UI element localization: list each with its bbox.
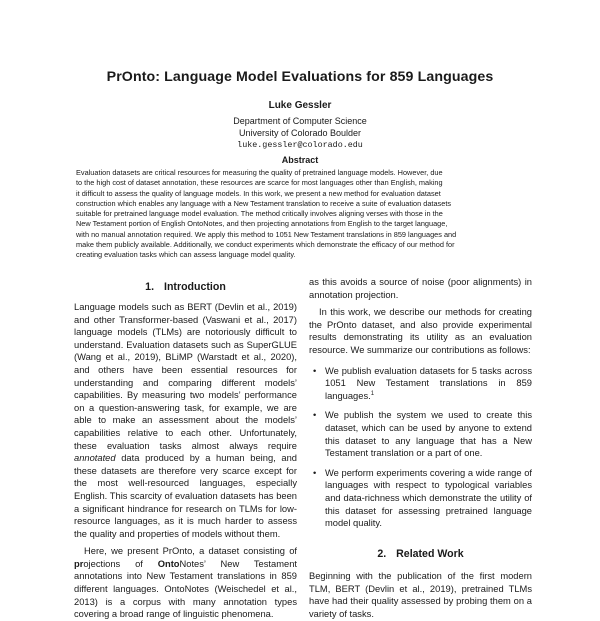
related-work-paragraph: Beginning with the publication of the first modern TLM, BERT (Devlin et al., 2019), pretrained TLMs have had their quality assessed by probing them on a variety of tasks. bbox=[309, 571, 532, 619]
list-item-text: We perform experiments covering a wide range of languages with respect to typological variables and data-richness which demonstrate the utility of this dataset for assessing pretrained language model quality. bbox=[325, 467, 532, 529]
right-paragraph-0: as this avoids a source of noise (poor alignments) in annotation projection. bbox=[309, 277, 532, 300]
bullet-icon: • bbox=[313, 410, 317, 421]
abstract-line: Evaluation datasets are critical resources for measuring the quality of pretrained language models. However, due bbox=[76, 168, 443, 177]
section-number: 2. bbox=[377, 548, 387, 560]
abstract-heading: Abstract bbox=[281, 155, 319, 165]
bullet-icon: • bbox=[313, 365, 317, 376]
abstract-line: New Testament portion of English OntoNotes, and then projecting annotations from English to the target language, bbox=[76, 219, 448, 229]
list-item bbox=[309, 409, 532, 459]
intro-paragraph-1 bbox=[74, 301, 297, 540]
acronym-bold: Onto bbox=[157, 558, 180, 569]
list-item-text: We publish evaluation datasets for 5 tasks across 1051 New Testament translations in 859 languages. bbox=[325, 365, 532, 401]
intro-text: ojections of bbox=[83, 558, 158, 569]
section-heading-introduction bbox=[74, 281, 297, 293]
list-item bbox=[309, 365, 532, 403]
author-name: Luke Gessler bbox=[268, 100, 332, 111]
abstract-text bbox=[76, 168, 526, 261]
abstract-line: to the high cost of dataset annotation, these resources are scarce for most languages other than English, making bbox=[76, 178, 443, 188]
paper-title: PrOnto: Language Model Evaluations for 859 Languages bbox=[106, 69, 494, 85]
abstract-line: with no manual annotation required. We apply this method to 1051 New Testament translations in 859 languages and bbox=[76, 229, 457, 239]
contributions-list bbox=[309, 365, 532, 530]
contributions-intro: In this work, we describe our methods for creating the PrOnto dataset, and also provide experimental results demonstrating its utility as an evaluation resource. We summarize our contributions as follows: bbox=[309, 307, 532, 355]
intro-text: Language models such as BERT (Devlin et al., 2019) and other Transformer-based (Vaswani et al., 2017) language models (TLMs) are notoriously difficult to understand. Evaluation datasets such as SuperGLUE (Wang et al., 2019), BLiMP (Warstadt et al., 2020), and others have been essential resources for understanding and comparing different models’ capabilities. By measuring two models’ performance on a question-answering task, for example, we are able to make an assessment about the models’ capabilities relative to each other. Unfortunately, these evaluation tasks almost always require bbox=[74, 302, 297, 451]
intro-emphasis: annotated bbox=[74, 453, 116, 464]
section-number: 1. bbox=[145, 281, 155, 293]
intro-paragraph-2 bbox=[74, 545, 297, 621]
abstract-line: make them publicly available. Additionally, we conduct experiments which demonstrate the efficacy of our method for bbox=[76, 240, 455, 250]
right-column bbox=[309, 276, 532, 537]
left-column bbox=[74, 301, 297, 621]
footnote-marker[interactable]: 1 bbox=[370, 390, 375, 397]
abstract-line: construction which enables any language with a New Testament translation to receive a suite of evaluation datasets bbox=[76, 198, 452, 208]
intro-text: Notes’ New Testament annotations into New Testament translations in 859 different languages. OntoNotes (Weischedel et al., 2013) is a corpus with many annotation types covering a broad range of linguistic phenomena. bbox=[74, 558, 297, 620]
abstract-line: creating evaluation tasks which can assess language model quality. bbox=[76, 250, 296, 260]
section-heading-related-work bbox=[309, 548, 532, 560]
abstract-line: suitable for pretrained language model evaluation. The method critically involves aligning verses with those in the bbox=[76, 209, 443, 219]
affiliation-department: Department of Computer Science bbox=[233, 116, 367, 126]
bullet-icon: • bbox=[313, 467, 317, 478]
affiliation-university: University of Colorado Boulder bbox=[238, 128, 362, 138]
list-item-text: We publish the system we used to create this dataset, which can be used by anyone to extend this dataset to any language that has a New Testament translation or a part of one. bbox=[325, 410, 532, 459]
section-title: Related Work bbox=[396, 548, 464, 560]
intro-text: data produced by a human being, and these datasets are therefore very scarce except for the most well-resourced languages, especially English. This scarcity of evaluation datasets has been a significant hindrance for research on TLMs for low-resource languages, as it is much harder to assess the quality and properties of models without them. bbox=[74, 453, 297, 539]
author-email[interactable]: luke.gessler@colorado.edu bbox=[237, 140, 363, 150]
intro-text: Here, we present PrOnto, a dataset consisting of bbox=[84, 546, 297, 557]
section-title: Introduction bbox=[164, 281, 226, 293]
acronym-bold: pr bbox=[74, 558, 84, 569]
abstract-line: it difficult to assess the quality of language models. In this work, we present a new method for evaluation dataset bbox=[76, 188, 441, 198]
list-item bbox=[309, 467, 532, 530]
